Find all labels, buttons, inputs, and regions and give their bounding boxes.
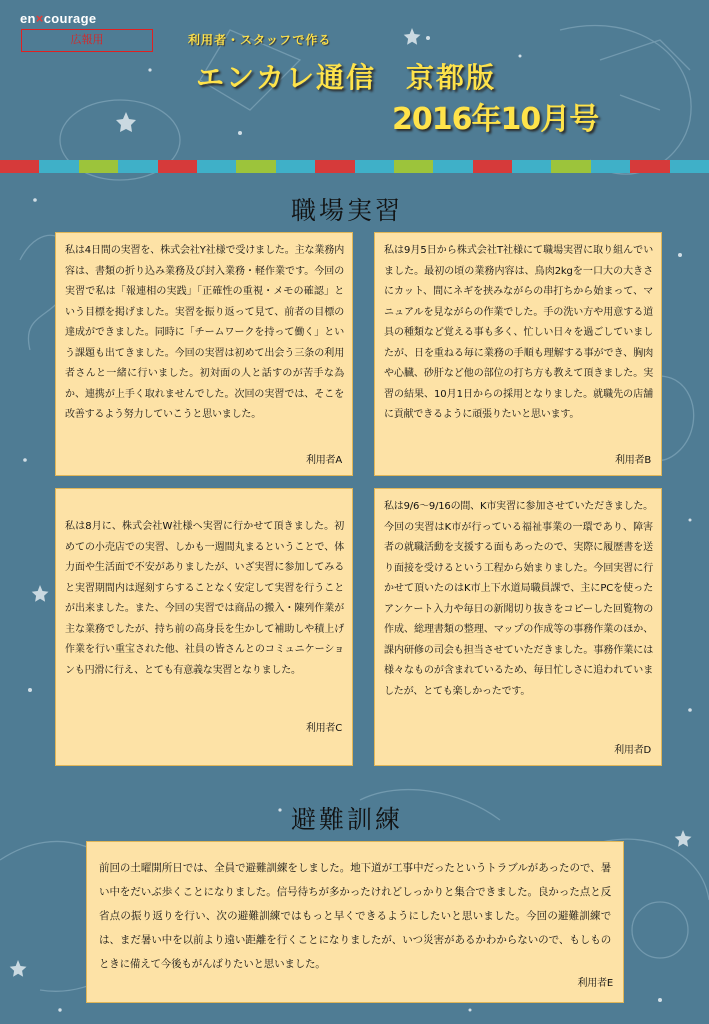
stripe-segment <box>433 160 472 173</box>
stripe-segment <box>158 160 197 173</box>
article-signature: 利用者D <box>614 744 651 756</box>
article-signature: 利用者B <box>614 454 651 466</box>
newsletter-subtitle: 利用者・スタッフで作る <box>188 33 332 47</box>
title-main: エンカレ通信 <box>196 61 377 94</box>
stripe-segment <box>79 160 118 173</box>
article-text: 私は9/6～9/16の間、K市実習に参加させていただきました。今回の実習はK市が行っている福祉事業の一環であり、障害者の就職活動を支援する面もあったので、実際に履歴書を送り面接を受けるという工程から始まりました。今回実習に行かせて頂いたのはK市上下水道局職員課で、主にPCを使ったアンケート入力や毎日の新聞切り抜きをコピーした回覧物の作成、総理書類の整理、マップの作成等の事務作業のほか、課内研修の司会も担当させていただきました。事務作業には様々なものが含まれているため、毎日忙しさに追われていましたが、とても楽しかったです。 <box>384 501 653 697</box>
stripe-segment <box>197 160 236 173</box>
stripe-segment <box>118 160 157 173</box>
stripe-segment <box>355 160 394 173</box>
article-text: 私は8月に、株式会社W社様へ実習に行かせて頂きました。初めての小売店での実習、しかも一週間丸まるということで、体力面や生活面で不安がありましたが、いざ実習に参加してみると実習期間内は遅刻すらすることなく安定して実習を行うことが出来ました。また、今回の実習では商品の搬入・陳列作業が主な業務でしたが、持ち前の高身長を生かして補助しや積上げ作業を行い重宝された他、社員の皆さんとのコミュニケーションも円滑に行え、とても有意義な実習となりました。 <box>65 521 344 676</box>
stripe-segment <box>630 160 669 173</box>
article-card <box>86 841 624 1003</box>
article-text: 私は9月5日から株式会社T社様にて職場実習に取り組んでいました。最初の頃の業務内容は、鳥肉2kgを一口大の大きさにカット、間にネギを挟みながらの串打ちから始まって、マニュアルを見ながらの作業でした。手の洗い方や用意する道具の種類など覚える事も多く、忙しい日々を過ごしていましたが、日を重ねる毎に業務の手順も理解する事ができ、胸肉や心臓、砂肝など他の部位の打ち方も教えて頂きました。実習の結果、10月1日からの採用となりました。就職先の店舗に貢献できるように頑張りたいと思います。 <box>384 245 653 420</box>
article-signature: 利用者A <box>305 454 342 466</box>
pr-use-badge: 広報用 <box>21 29 153 52</box>
article-signature: 利用者C <box>305 722 342 734</box>
section-heading-evacuation-drill: 避難訓練 <box>291 805 404 834</box>
stripe-segment <box>670 160 709 173</box>
article-signature: 利用者E <box>577 978 613 989</box>
article-card <box>55 232 353 476</box>
newsletter-title <box>196 56 496 96</box>
article-text: 私は4日間の実習を、株式会社Y社様で受けました。主な業務内容は、書類の折り込み業務及び封入業務・軽作業です。今回の実習で私は「報連相の実践」「正確性の重視・メモの確認」という目標を掲げました。実習を振り返って見て、前者の目標の達成ができました。同時に「チームワークを持って働く」という課題も出てきました。今回の実習は初めて出会う三条の利用者さんと一緒に行いました。初対面の人と話すのが苦手な為か、連携が上手く取れませんでした。次回の実習では、そこを改善するよう努力していこうと思いました。 <box>65 245 344 420</box>
color-stripe-divider <box>0 160 709 173</box>
stripe-segment <box>276 160 315 173</box>
stripe-segment <box>39 160 78 173</box>
article-card <box>55 488 353 766</box>
article-card <box>374 232 662 476</box>
title-edition: 京都版 <box>406 61 497 94</box>
stripe-segment <box>0 160 39 173</box>
stripe-segment <box>236 160 275 173</box>
encourage-logo: en×courage <box>20 11 97 26</box>
stripe-segment <box>551 160 590 173</box>
article-text: 前回の土曜開所日では、全員で避難訓練をしました。地下道が工事中だったというトラブルがあったので、暑い中をだいぶ歩くことになりました。信号待ちが多かったけれどしっかりと集合できました。良かった点と反省点の振り返りを行い、次の避難訓練ではもっと早くできるようにしたいと思いました。今回の避難訓練では、まだ暑い中を以前より遠い距離を行くことになりましたが、いつ災害があるかわからないので、もしものときに備えて今後もがんばりたいと思いました。 <box>99 862 611 970</box>
stripe-segment <box>394 160 433 173</box>
stripe-segment <box>315 160 354 173</box>
stripe-segment <box>591 160 630 173</box>
issue-date: 2016年10月号 <box>392 102 599 137</box>
stripe-segment <box>473 160 512 173</box>
article-card <box>374 488 662 766</box>
section-heading-internship: 職場実習 <box>291 196 404 225</box>
stripe-segment <box>512 160 551 173</box>
